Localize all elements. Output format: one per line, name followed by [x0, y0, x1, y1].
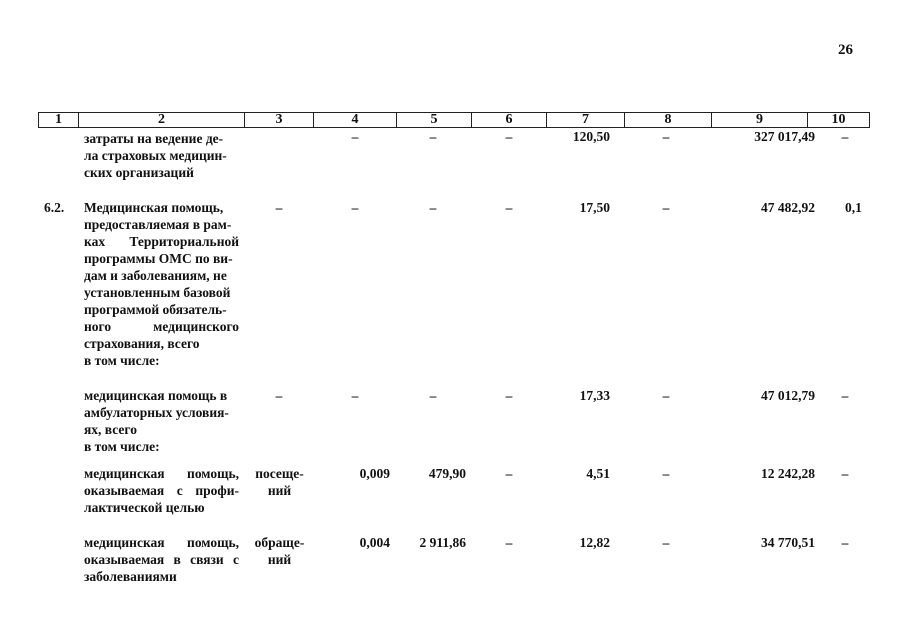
row-description: затраты на ведение де- ла страховых медицин- ских организаций: [84, 131, 227, 180]
cell-col9: 47 012,79: [761, 388, 815, 403]
col-header-10: 10: [808, 112, 870, 128]
col-header-9: 9: [712, 112, 808, 128]
page-number: 26: [838, 42, 853, 58]
cell-col9: 327 017,49: [754, 129, 815, 144]
cell-col4: –: [351, 129, 359, 144]
cell-col7: 4,51: [586, 466, 610, 481]
cell-col5: –: [429, 388, 437, 403]
row-description: медицинская помощь в амбулаторных условия- ях, всего в том числе:: [84, 388, 229, 454]
cell-col7: 12,82: [579, 535, 610, 550]
cell-col10: –: [841, 535, 849, 550]
col-header-8: 8: [625, 112, 712, 128]
cell-col8: –: [662, 129, 670, 144]
row-description: медицинская помощь, оказываемая в связи с заболеваниями: [84, 535, 239, 584]
cell-col10: –: [841, 466, 849, 481]
cell-col3: посеще- ний: [255, 466, 304, 498]
cell-col6: –: [505, 535, 513, 550]
cell-col8: –: [662, 466, 670, 481]
cell-col9: 12 242,28: [761, 466, 815, 481]
cell-col10: –: [841, 388, 849, 403]
cell-col3: –: [275, 200, 283, 215]
cell-col4: 0,009: [359, 466, 390, 481]
cell-col8: –: [662, 535, 670, 550]
cell-col4: –: [351, 200, 359, 215]
col-header-1: 1: [38, 112, 79, 128]
cell-col10: –: [841, 129, 849, 144]
cell-col10: 0,1: [845, 200, 862, 215]
col-header-4: 4: [314, 112, 397, 128]
row-description: Медицинская помощь, предоставляемая в рам- ках Территориальной программы ОМС по ви- дам и заболеваниям, не установленным базовой программой обязатель- ного медицинского страхования, всего в том числе:: [84, 200, 239, 368]
col-header-3: 3: [245, 112, 314, 128]
cell-col7: 120,50: [572, 129, 610, 144]
cell-col9: 47 482,92: [761, 200, 815, 215]
cell-col6: –: [505, 466, 513, 481]
col-header-6: 6: [472, 112, 547, 128]
cell-col3: обраще- ний: [254, 535, 305, 567]
cell-col7: 17,50: [579, 200, 610, 215]
col-header-5: 5: [397, 112, 472, 128]
cell-col5: 2 911,86: [419, 535, 466, 550]
cell-col3: –: [275, 388, 283, 403]
cell-col8: –: [662, 388, 670, 403]
col-header-2: 2: [79, 112, 245, 128]
row-description: медицинская помощь, оказываемая с профи- лактической целью: [84, 466, 239, 515]
cell-col4: 0,004: [359, 535, 390, 550]
cell-col6: –: [505, 388, 513, 403]
col-header-7: 7: [547, 112, 625, 128]
row-number: 6.2.: [44, 200, 65, 215]
cell-col9: 34 770,51: [761, 535, 815, 550]
cell-col5: 479,90: [428, 466, 466, 481]
cell-col6: –: [505, 200, 513, 215]
cell-col4: –: [351, 388, 359, 403]
cell-col8: –: [662, 200, 670, 215]
cell-col6: –: [505, 129, 513, 144]
cell-col5: –: [429, 200, 437, 215]
cell-col5: –: [429, 129, 437, 144]
cell-col7: 17,33: [579, 388, 610, 403]
